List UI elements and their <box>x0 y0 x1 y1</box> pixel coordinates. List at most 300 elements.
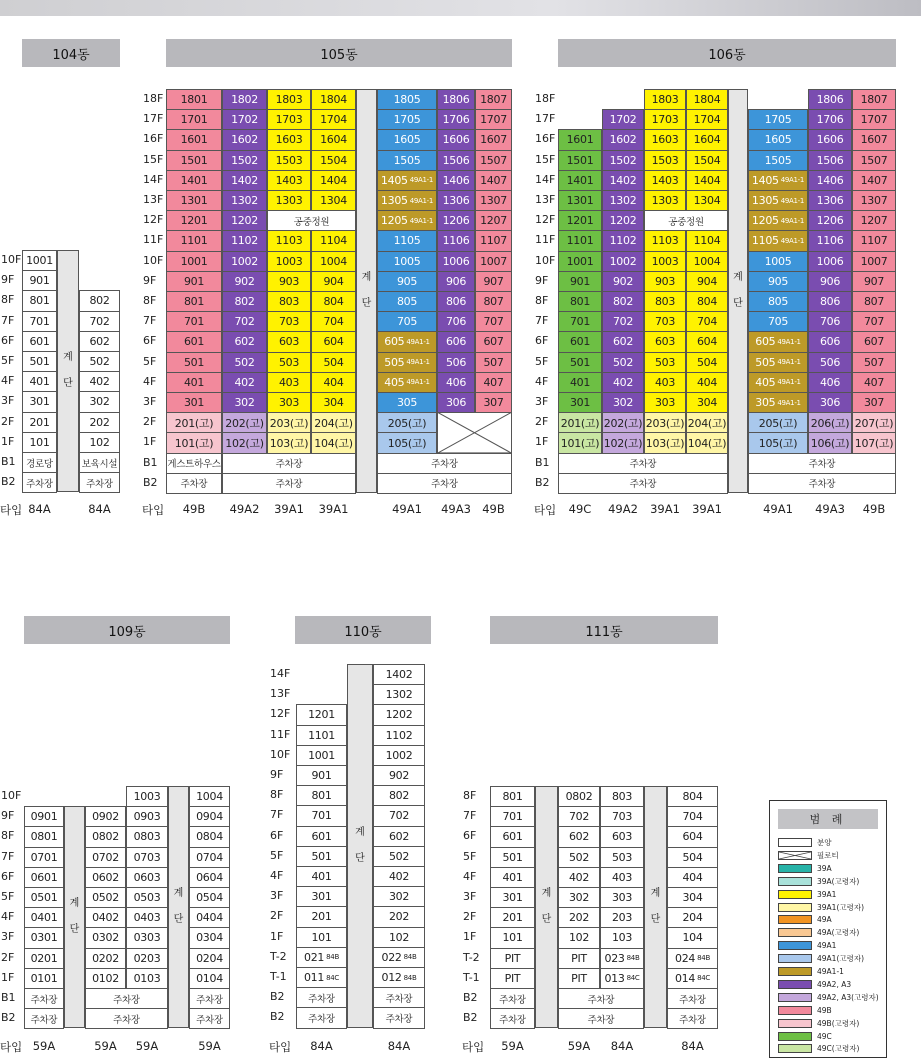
unit-cell[interactable] <box>748 392 808 413</box>
unit-cell[interactable] <box>437 251 475 272</box>
unit-cell[interactable] <box>24 948 64 969</box>
unit-cell[interactable] <box>475 331 512 352</box>
unit-cell[interactable] <box>475 372 512 393</box>
unit-cell[interactable] <box>222 109 267 130</box>
unit-cell[interactable] <box>644 331 686 352</box>
unit-cell[interactable] <box>311 331 356 352</box>
unit-cell[interactable] <box>373 725 425 746</box>
unit-cell[interactable] <box>85 847 126 868</box>
unit-cell[interactable] <box>311 150 356 171</box>
unit-cell[interactable] <box>852 311 896 332</box>
unit-cell[interactable] <box>24 806 64 827</box>
unit-cell[interactable] <box>748 109 808 130</box>
unit-cell[interactable] <box>748 432 808 453</box>
unit-cell[interactable] <box>558 331 602 352</box>
unit-cell[interactable] <box>267 271 311 292</box>
unit-cell[interactable] <box>267 129 311 150</box>
unit-cell[interactable] <box>475 190 512 211</box>
unit-cell[interactable] <box>377 352 437 373</box>
unit-cell[interactable] <box>377 190 437 211</box>
unit-cell[interactable] <box>373 664 425 685</box>
unit-cell[interactable] <box>558 847 600 868</box>
unit-cell[interactable] <box>22 270 57 291</box>
unit-cell[interactable] <box>311 412 356 433</box>
unit-cell[interactable] <box>377 129 437 150</box>
unit-cell[interactable] <box>85 927 126 948</box>
unit-cell[interactable] <box>852 129 896 150</box>
unit-cell[interactable] <box>808 230 852 251</box>
unit-cell[interactable] <box>558 867 600 888</box>
unit-cell[interactable] <box>22 432 57 453</box>
unit-cell[interactable] <box>311 170 356 191</box>
unit-cell[interactable] <box>267 109 311 130</box>
unit-cell[interactable] <box>490 806 535 827</box>
unit-cell[interactable] <box>22 391 57 412</box>
unit-cell[interactable] <box>475 109 512 130</box>
unit-cell[interactable] <box>311 432 356 453</box>
unit-cell[interactable] <box>644 150 686 171</box>
unit-cell[interactable] <box>686 392 728 413</box>
unit-cell[interactable] <box>475 230 512 251</box>
unit-cell[interactable] <box>222 230 267 251</box>
unit-cell[interactable] <box>808 311 852 332</box>
unit-cell[interactable] <box>373 704 425 725</box>
unit-cell[interactable] <box>852 271 896 292</box>
unit-cell[interactable] <box>667 826 718 847</box>
unit-cell[interactable] <box>852 150 896 171</box>
unit-cell[interactable] <box>189 826 230 847</box>
unit-cell[interactable] <box>79 351 120 372</box>
unit-cell[interactable] <box>852 170 896 191</box>
unit-cell[interactable] <box>808 109 852 130</box>
unit-cell[interactable] <box>602 190 644 211</box>
unit-cell[interactable] <box>267 432 311 453</box>
unit-cell[interactable] <box>437 89 475 110</box>
unit-cell[interactable] <box>296 927 347 948</box>
unit-cell[interactable] <box>267 170 311 191</box>
unit-cell[interactable] <box>222 271 267 292</box>
unit-cell[interactable] <box>558 271 602 292</box>
unit-cell[interactable] <box>600 847 644 868</box>
unit-cell[interactable] <box>166 89 222 110</box>
unit-cell[interactable] <box>22 250 57 271</box>
unit-cell[interactable] <box>85 887 126 908</box>
unit-cell[interactable] <box>296 846 347 867</box>
unit-cell[interactable] <box>311 352 356 373</box>
unit-cell[interactable] <box>808 432 852 453</box>
unit-cell[interactable] <box>166 109 222 130</box>
unit-cell[interactable] <box>686 352 728 373</box>
unit-cell[interactable] <box>166 170 222 191</box>
unit-cell[interactable] <box>222 392 267 413</box>
unit-cell[interactable] <box>24 927 64 948</box>
unit-cell[interactable] <box>686 251 728 272</box>
unit-cell[interactable] <box>686 129 728 150</box>
unit-cell[interactable] <box>166 392 222 413</box>
unit-cell[interactable] <box>644 170 686 191</box>
unit-cell[interactable] <box>166 150 222 171</box>
unit-cell[interactable] <box>558 887 600 908</box>
unit-cell[interactable] <box>748 129 808 150</box>
unit-cell[interactable] <box>437 170 475 191</box>
unit-cell[interactable] <box>126 806 168 827</box>
unit-cell[interactable] <box>189 948 230 969</box>
unit-cell[interactable] <box>600 968 644 989</box>
unit-cell[interactable] <box>475 129 512 150</box>
unit-cell[interactable] <box>222 311 267 332</box>
unit-cell[interactable] <box>852 352 896 373</box>
unit-cell[interactable] <box>644 251 686 272</box>
unit-cell[interactable] <box>558 352 602 373</box>
unit-cell[interactable] <box>79 311 120 332</box>
unit-cell[interactable] <box>644 392 686 413</box>
unit-cell[interactable] <box>602 251 644 272</box>
unit-cell[interactable] <box>600 927 644 948</box>
unit-cell[interactable] <box>166 432 222 453</box>
unit-cell[interactable] <box>222 89 267 110</box>
unit-cell[interactable] <box>222 170 267 191</box>
unit-cell[interactable] <box>189 907 230 928</box>
unit-cell[interactable] <box>475 392 512 413</box>
unit-cell[interactable] <box>686 432 728 453</box>
unit-cell[interactable] <box>490 887 535 908</box>
unit-cell[interactable] <box>373 805 425 826</box>
unit-cell[interactable] <box>377 230 437 251</box>
unit-cell[interactable] <box>24 867 64 888</box>
unit-cell[interactable] <box>808 129 852 150</box>
unit-cell[interactable] <box>267 412 311 433</box>
unit-cell[interactable] <box>373 785 425 806</box>
unit-cell[interactable] <box>126 948 168 969</box>
unit-cell[interactable] <box>558 412 602 433</box>
unit-cell[interactable] <box>437 210 475 231</box>
unit-cell[interactable] <box>437 109 475 130</box>
unit-cell[interactable] <box>644 271 686 292</box>
unit-cell[interactable] <box>437 331 475 352</box>
unit-cell[interactable] <box>85 907 126 928</box>
unit-cell[interactable] <box>79 432 120 453</box>
unit-cell[interactable] <box>667 968 718 989</box>
unit-cell[interactable] <box>808 331 852 352</box>
unit-cell[interactable] <box>558 230 602 251</box>
unit-cell[interactable] <box>85 968 126 989</box>
unit-cell[interactable] <box>79 391 120 412</box>
unit-cell[interactable] <box>558 826 600 847</box>
unit-cell[interactable] <box>490 948 535 969</box>
unit-cell[interactable] <box>602 331 644 352</box>
unit-cell[interactable] <box>748 271 808 292</box>
unit-cell[interactable] <box>667 907 718 928</box>
unit-cell[interactable] <box>267 190 311 211</box>
unit-cell[interactable] <box>644 352 686 373</box>
unit-cell[interactable] <box>808 150 852 171</box>
unit-cell[interactable] <box>222 210 267 231</box>
unit-cell[interactable] <box>852 432 896 453</box>
unit-cell[interactable] <box>267 230 311 251</box>
unit-cell[interactable] <box>600 887 644 908</box>
unit-cell[interactable] <box>475 150 512 171</box>
unit-cell[interactable] <box>602 432 644 453</box>
unit-cell[interactable] <box>22 371 57 392</box>
unit-cell[interactable] <box>600 907 644 928</box>
unit-cell[interactable] <box>808 89 852 110</box>
unit-cell[interactable] <box>602 150 644 171</box>
unit-cell[interactable] <box>644 89 686 110</box>
unit-cell[interactable] <box>644 291 686 312</box>
unit-cell[interactable] <box>126 887 168 908</box>
unit-cell[interactable] <box>852 210 896 231</box>
unit-cell[interactable] <box>79 331 120 352</box>
unit-cell[interactable] <box>373 826 425 847</box>
unit-cell[interactable] <box>377 210 437 231</box>
unit-cell[interactable] <box>267 311 311 332</box>
unit-cell[interactable] <box>267 331 311 352</box>
unit-cell[interactable] <box>189 786 230 807</box>
unit-cell[interactable] <box>296 745 347 766</box>
unit-cell[interactable] <box>644 230 686 251</box>
unit-cell[interactable] <box>377 331 437 352</box>
unit-cell[interactable] <box>311 129 356 150</box>
unit-cell[interactable] <box>644 190 686 211</box>
unit-cell[interactable] <box>189 968 230 989</box>
unit-cell[interactable] <box>558 392 602 413</box>
unit-cell[interactable] <box>296 967 347 988</box>
unit-cell[interactable] <box>558 907 600 928</box>
unit-cell[interactable] <box>296 947 347 968</box>
unit-cell[interactable] <box>222 129 267 150</box>
unit-cell[interactable] <box>602 311 644 332</box>
unit-cell[interactable] <box>852 372 896 393</box>
unit-cell[interactable] <box>377 170 437 191</box>
unit-cell[interactable] <box>377 271 437 292</box>
unit-cell[interactable] <box>852 291 896 312</box>
unit-cell[interactable] <box>490 927 535 948</box>
unit-cell[interactable] <box>166 352 222 373</box>
unit-cell[interactable] <box>24 907 64 928</box>
unit-cell[interactable] <box>377 412 437 433</box>
unit-cell[interactable] <box>79 290 120 311</box>
unit-cell[interactable] <box>437 372 475 393</box>
unit-cell[interactable] <box>296 906 347 927</box>
unit-cell[interactable] <box>644 311 686 332</box>
unit-cell[interactable] <box>373 745 425 766</box>
unit-cell[interactable] <box>222 331 267 352</box>
unit-cell[interactable] <box>852 392 896 413</box>
unit-cell[interactable] <box>686 372 728 393</box>
unit-cell[interactable] <box>667 847 718 868</box>
unit-cell[interactable] <box>808 210 852 231</box>
unit-cell[interactable] <box>686 271 728 292</box>
unit-cell[interactable] <box>296 785 347 806</box>
unit-cell[interactable] <box>126 786 168 807</box>
unit-cell[interactable] <box>686 311 728 332</box>
unit-cell[interactable] <box>311 190 356 211</box>
unit-cell[interactable] <box>24 968 64 989</box>
unit-cell[interactable] <box>602 372 644 393</box>
unit-cell[interactable] <box>808 291 852 312</box>
unit-cell[interactable] <box>475 291 512 312</box>
unit-cell[interactable] <box>311 89 356 110</box>
unit-cell[interactable] <box>166 311 222 332</box>
unit-cell[interactable] <box>602 291 644 312</box>
unit-cell[interactable] <box>748 251 808 272</box>
unit-cell[interactable] <box>558 210 602 231</box>
unit-cell[interactable] <box>166 210 222 231</box>
unit-cell[interactable] <box>437 129 475 150</box>
unit-cell[interactable] <box>267 372 311 393</box>
unit-cell[interactable] <box>475 89 512 110</box>
unit-cell[interactable] <box>222 412 267 433</box>
unit-cell[interactable] <box>600 826 644 847</box>
unit-cell[interactable] <box>602 271 644 292</box>
unit-cell[interactable] <box>808 412 852 433</box>
unit-cell[interactable] <box>373 927 425 948</box>
unit-cell[interactable] <box>852 109 896 130</box>
unit-cell[interactable] <box>490 847 535 868</box>
unit-cell[interactable] <box>222 372 267 393</box>
unit-cell[interactable] <box>437 352 475 373</box>
unit-cell[interactable] <box>373 886 425 907</box>
unit-cell[interactable] <box>852 331 896 352</box>
unit-cell[interactable] <box>24 847 64 868</box>
unit-cell[interactable] <box>667 867 718 888</box>
unit-cell[interactable] <box>296 826 347 847</box>
unit-cell[interactable] <box>558 432 602 453</box>
unit-cell[interactable] <box>377 291 437 312</box>
unit-cell[interactable] <box>602 230 644 251</box>
unit-cell[interactable] <box>490 786 535 807</box>
unit-cell[interactable] <box>267 392 311 413</box>
unit-cell[interactable] <box>296 704 347 725</box>
unit-cell[interactable] <box>373 684 425 705</box>
unit-cell[interactable] <box>558 291 602 312</box>
unit-cell[interactable] <box>748 170 808 191</box>
unit-cell[interactable] <box>166 251 222 272</box>
unit-cell[interactable] <box>126 927 168 948</box>
unit-cell[interactable] <box>600 786 644 807</box>
unit-cell[interactable] <box>437 150 475 171</box>
unit-cell[interactable] <box>189 927 230 948</box>
unit-cell[interactable] <box>24 826 64 847</box>
unit-cell[interactable] <box>222 251 267 272</box>
unit-cell[interactable] <box>748 190 808 211</box>
unit-cell[interactable] <box>667 887 718 908</box>
unit-cell[interactable] <box>644 432 686 453</box>
unit-cell[interactable] <box>166 412 222 433</box>
unit-cell[interactable] <box>558 948 600 969</box>
unit-cell[interactable] <box>475 170 512 191</box>
unit-cell[interactable] <box>166 331 222 352</box>
unit-cell[interactable] <box>602 352 644 373</box>
unit-cell[interactable] <box>558 251 602 272</box>
unit-cell[interactable] <box>222 190 267 211</box>
unit-cell[interactable] <box>852 190 896 211</box>
unit-cell[interactable] <box>296 765 347 786</box>
unit-cell[interactable] <box>85 826 126 847</box>
unit-cell[interactable] <box>311 271 356 292</box>
unit-cell[interactable] <box>475 352 512 373</box>
unit-cell[interactable] <box>222 291 267 312</box>
unit-cell[interactable] <box>377 372 437 393</box>
unit-cell[interactable] <box>808 190 852 211</box>
unit-cell[interactable] <box>437 392 475 413</box>
unit-cell[interactable] <box>126 847 168 868</box>
unit-cell[interactable] <box>267 251 311 272</box>
unit-cell[interactable] <box>602 170 644 191</box>
unit-cell[interactable] <box>311 392 356 413</box>
unit-cell[interactable] <box>808 372 852 393</box>
unit-cell[interactable] <box>558 806 600 827</box>
unit-cell[interactable] <box>686 150 728 171</box>
unit-cell[interactable] <box>166 230 222 251</box>
unit-cell[interactable] <box>602 109 644 130</box>
unit-cell[interactable] <box>852 89 896 110</box>
unit-cell[interactable] <box>126 826 168 847</box>
unit-cell[interactable] <box>311 372 356 393</box>
unit-cell[interactable] <box>311 311 356 332</box>
unit-cell[interactable] <box>558 927 600 948</box>
unit-cell[interactable] <box>602 412 644 433</box>
unit-cell[interactable] <box>222 150 267 171</box>
unit-cell[interactable] <box>377 89 437 110</box>
unit-cell[interactable] <box>808 392 852 413</box>
unit-cell[interactable] <box>377 251 437 272</box>
unit-cell[interactable] <box>475 210 512 231</box>
unit-cell[interactable] <box>558 311 602 332</box>
unit-cell[interactable] <box>377 392 437 413</box>
unit-cell[interactable] <box>852 230 896 251</box>
unit-cell[interactable] <box>686 190 728 211</box>
unit-cell[interactable] <box>644 372 686 393</box>
unit-cell[interactable] <box>437 190 475 211</box>
unit-cell[interactable] <box>166 271 222 292</box>
unit-cell[interactable] <box>126 867 168 888</box>
unit-cell[interactable] <box>558 170 602 191</box>
unit-cell[interactable] <box>22 331 57 352</box>
unit-cell[interactable] <box>600 867 644 888</box>
unit-cell[interactable] <box>667 786 718 807</box>
unit-cell[interactable] <box>667 948 718 969</box>
unit-cell[interactable] <box>558 129 602 150</box>
unit-cell[interactable] <box>166 291 222 312</box>
unit-cell[interactable] <box>79 412 120 433</box>
unit-cell[interactable] <box>377 109 437 130</box>
unit-cell[interactable] <box>644 412 686 433</box>
unit-cell[interactable] <box>558 968 600 989</box>
unit-cell[interactable] <box>686 412 728 433</box>
unit-cell[interactable] <box>475 271 512 292</box>
unit-cell[interactable] <box>267 150 311 171</box>
unit-cell[interactable] <box>437 291 475 312</box>
unit-cell[interactable] <box>748 331 808 352</box>
unit-cell[interactable] <box>85 948 126 969</box>
unit-cell[interactable] <box>602 392 644 413</box>
unit-cell[interactable] <box>602 129 644 150</box>
unit-cell[interactable] <box>311 251 356 272</box>
unit-cell[interactable] <box>490 867 535 888</box>
unit-cell[interactable] <box>296 725 347 746</box>
unit-cell[interactable] <box>24 887 64 908</box>
unit-cell[interactable] <box>558 190 602 211</box>
unit-cell[interactable] <box>748 352 808 373</box>
unit-cell[interactable] <box>311 109 356 130</box>
unit-cell[interactable] <box>166 190 222 211</box>
unit-cell[interactable] <box>748 412 808 433</box>
unit-cell[interactable] <box>373 765 425 786</box>
unit-cell[interactable] <box>296 866 347 887</box>
unit-cell[interactable] <box>748 150 808 171</box>
unit-cell[interactable] <box>296 805 347 826</box>
